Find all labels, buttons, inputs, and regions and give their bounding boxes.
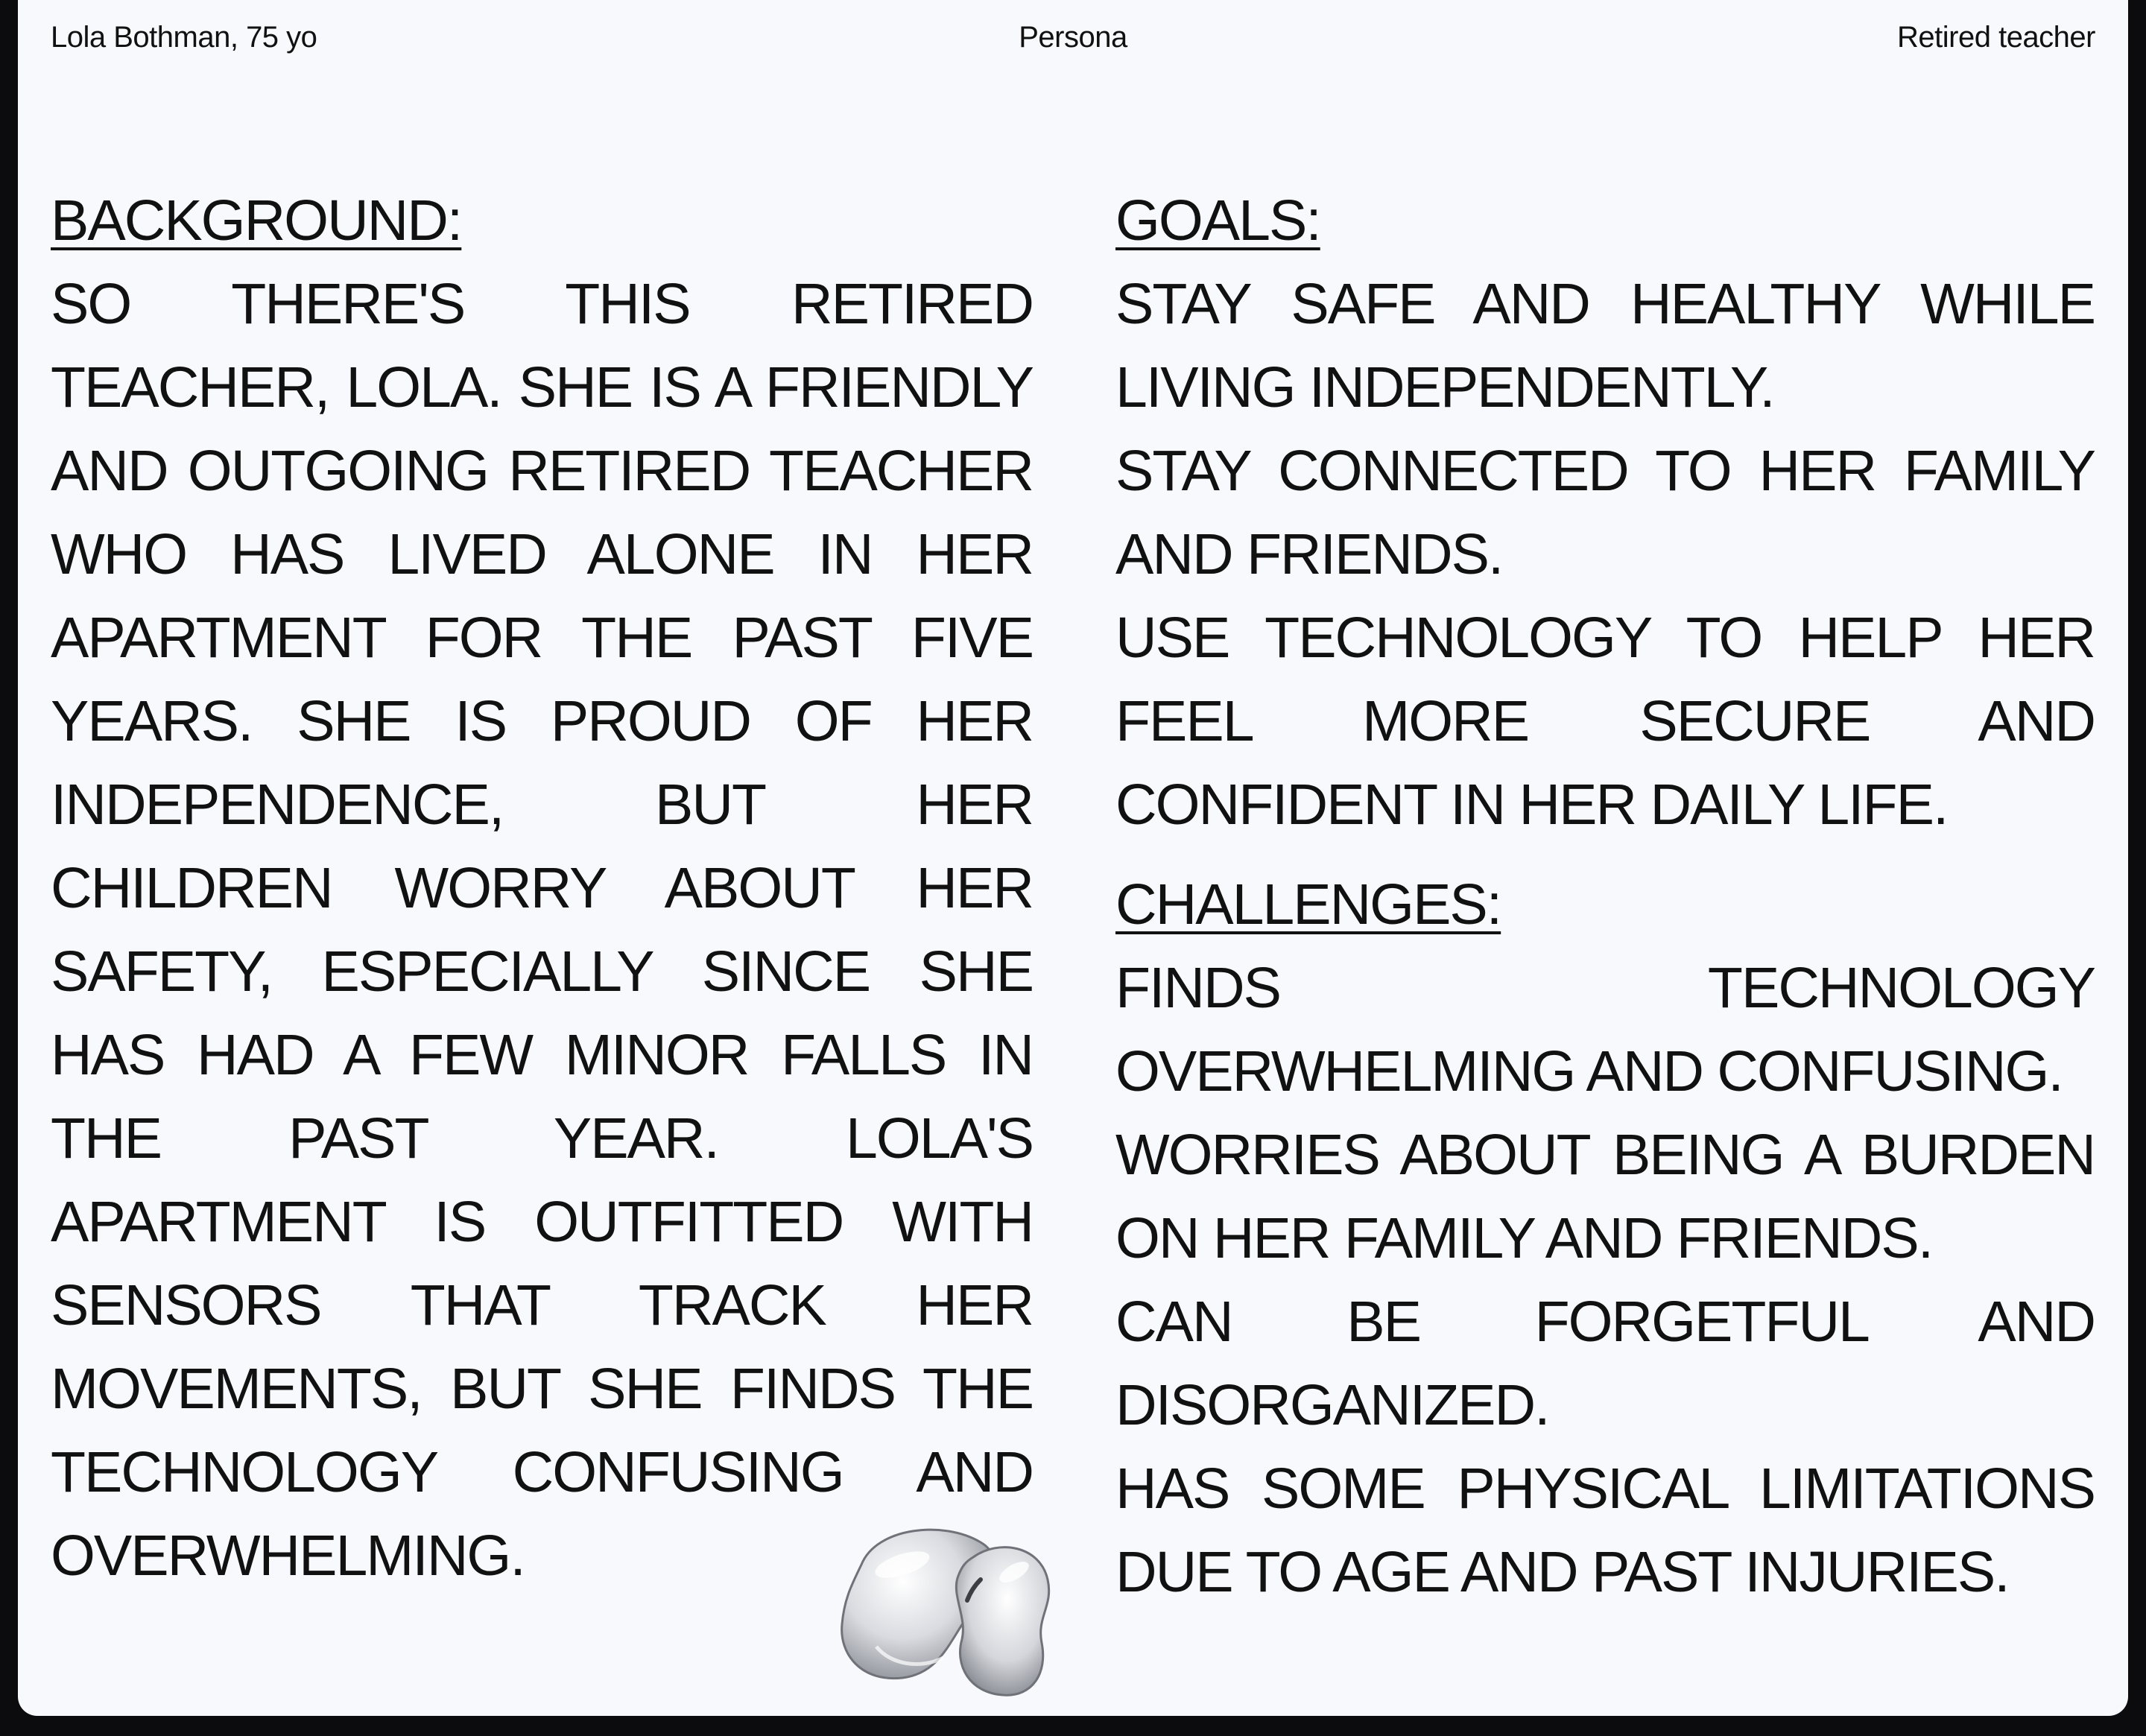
goal-item: STAY CONNECTED TO HER FAMILY AND FRIENDS. [1115,439,2095,586]
goals-section [1115,179,2095,846]
goal-item: STAY SAFE AND HEALTHY WHILE LIVING INDEPENDENTLY. [1115,272,2095,419]
background-section [51,179,1033,1597]
background-heading: BACKGROUND: [51,189,462,253]
challenge-item: HAS SOME PHYSICAL LIMITATIONS DUE TO AGE AND PAST INJURIES. [1115,1457,2095,1604]
challenge-item: CAN BE FORGETFUL AND DISORGANIZED. [1115,1290,2095,1437]
glass-blob-icon [832,1512,1085,1700]
page-title: Persona [1019,21,1127,54]
header-bar [51,21,2095,63]
persona-name: Lola Bothman, 75 yo [51,21,317,54]
challenge-item: FINDS TECHNOLOGY OVERWHELMING AND CONFUSING. [1115,956,2095,1103]
persona-role: Retired teacher [1897,21,2095,54]
background-text: SO THERE'S THIS RETIRED TEACHER, LOLA. SHE IS A FRIENDLY AND OUTGOING RETIRED TEACHER WHO HAS LIVED ALONE IN HER APARTMENT FOR THE PAST FIVE YEARS. SHE IS PROUD OF HER INDEPENDENCE, BUT HER CHILDREN WORRY ABOUT HER SAFETY, ESPECIALLY SINCE SHE HAS HAD A FEW MINOR FALLS IN THE PAST YEAR. LOLA'S APARTMENT IS OUTFITTED WITH SENSORS THAT TRACK HER MOVEMENTS, BUT SHE FINDS THE TECHNOLOGY CONFUSING AND OVERWHELMING. [51,272,1033,1588]
challenges-section [1115,863,2095,1614]
challenges-heading: CHALLENGES: [1115,872,1501,937]
challenge-item: WORRIES ABOUT BEING A BURDEN ON HER FAMILY AND FRIENDS. [1115,1123,2095,1270]
right-column [1115,179,2095,1614]
goals-heading: GOALS: [1115,189,1320,253]
goal-item: USE TECHNOLOGY TO HELP HER FEEL MORE SECURE AND CONFIDENT IN HER DAILY LIFE. [1115,606,2095,837]
persona-card [18,0,2128,1716]
